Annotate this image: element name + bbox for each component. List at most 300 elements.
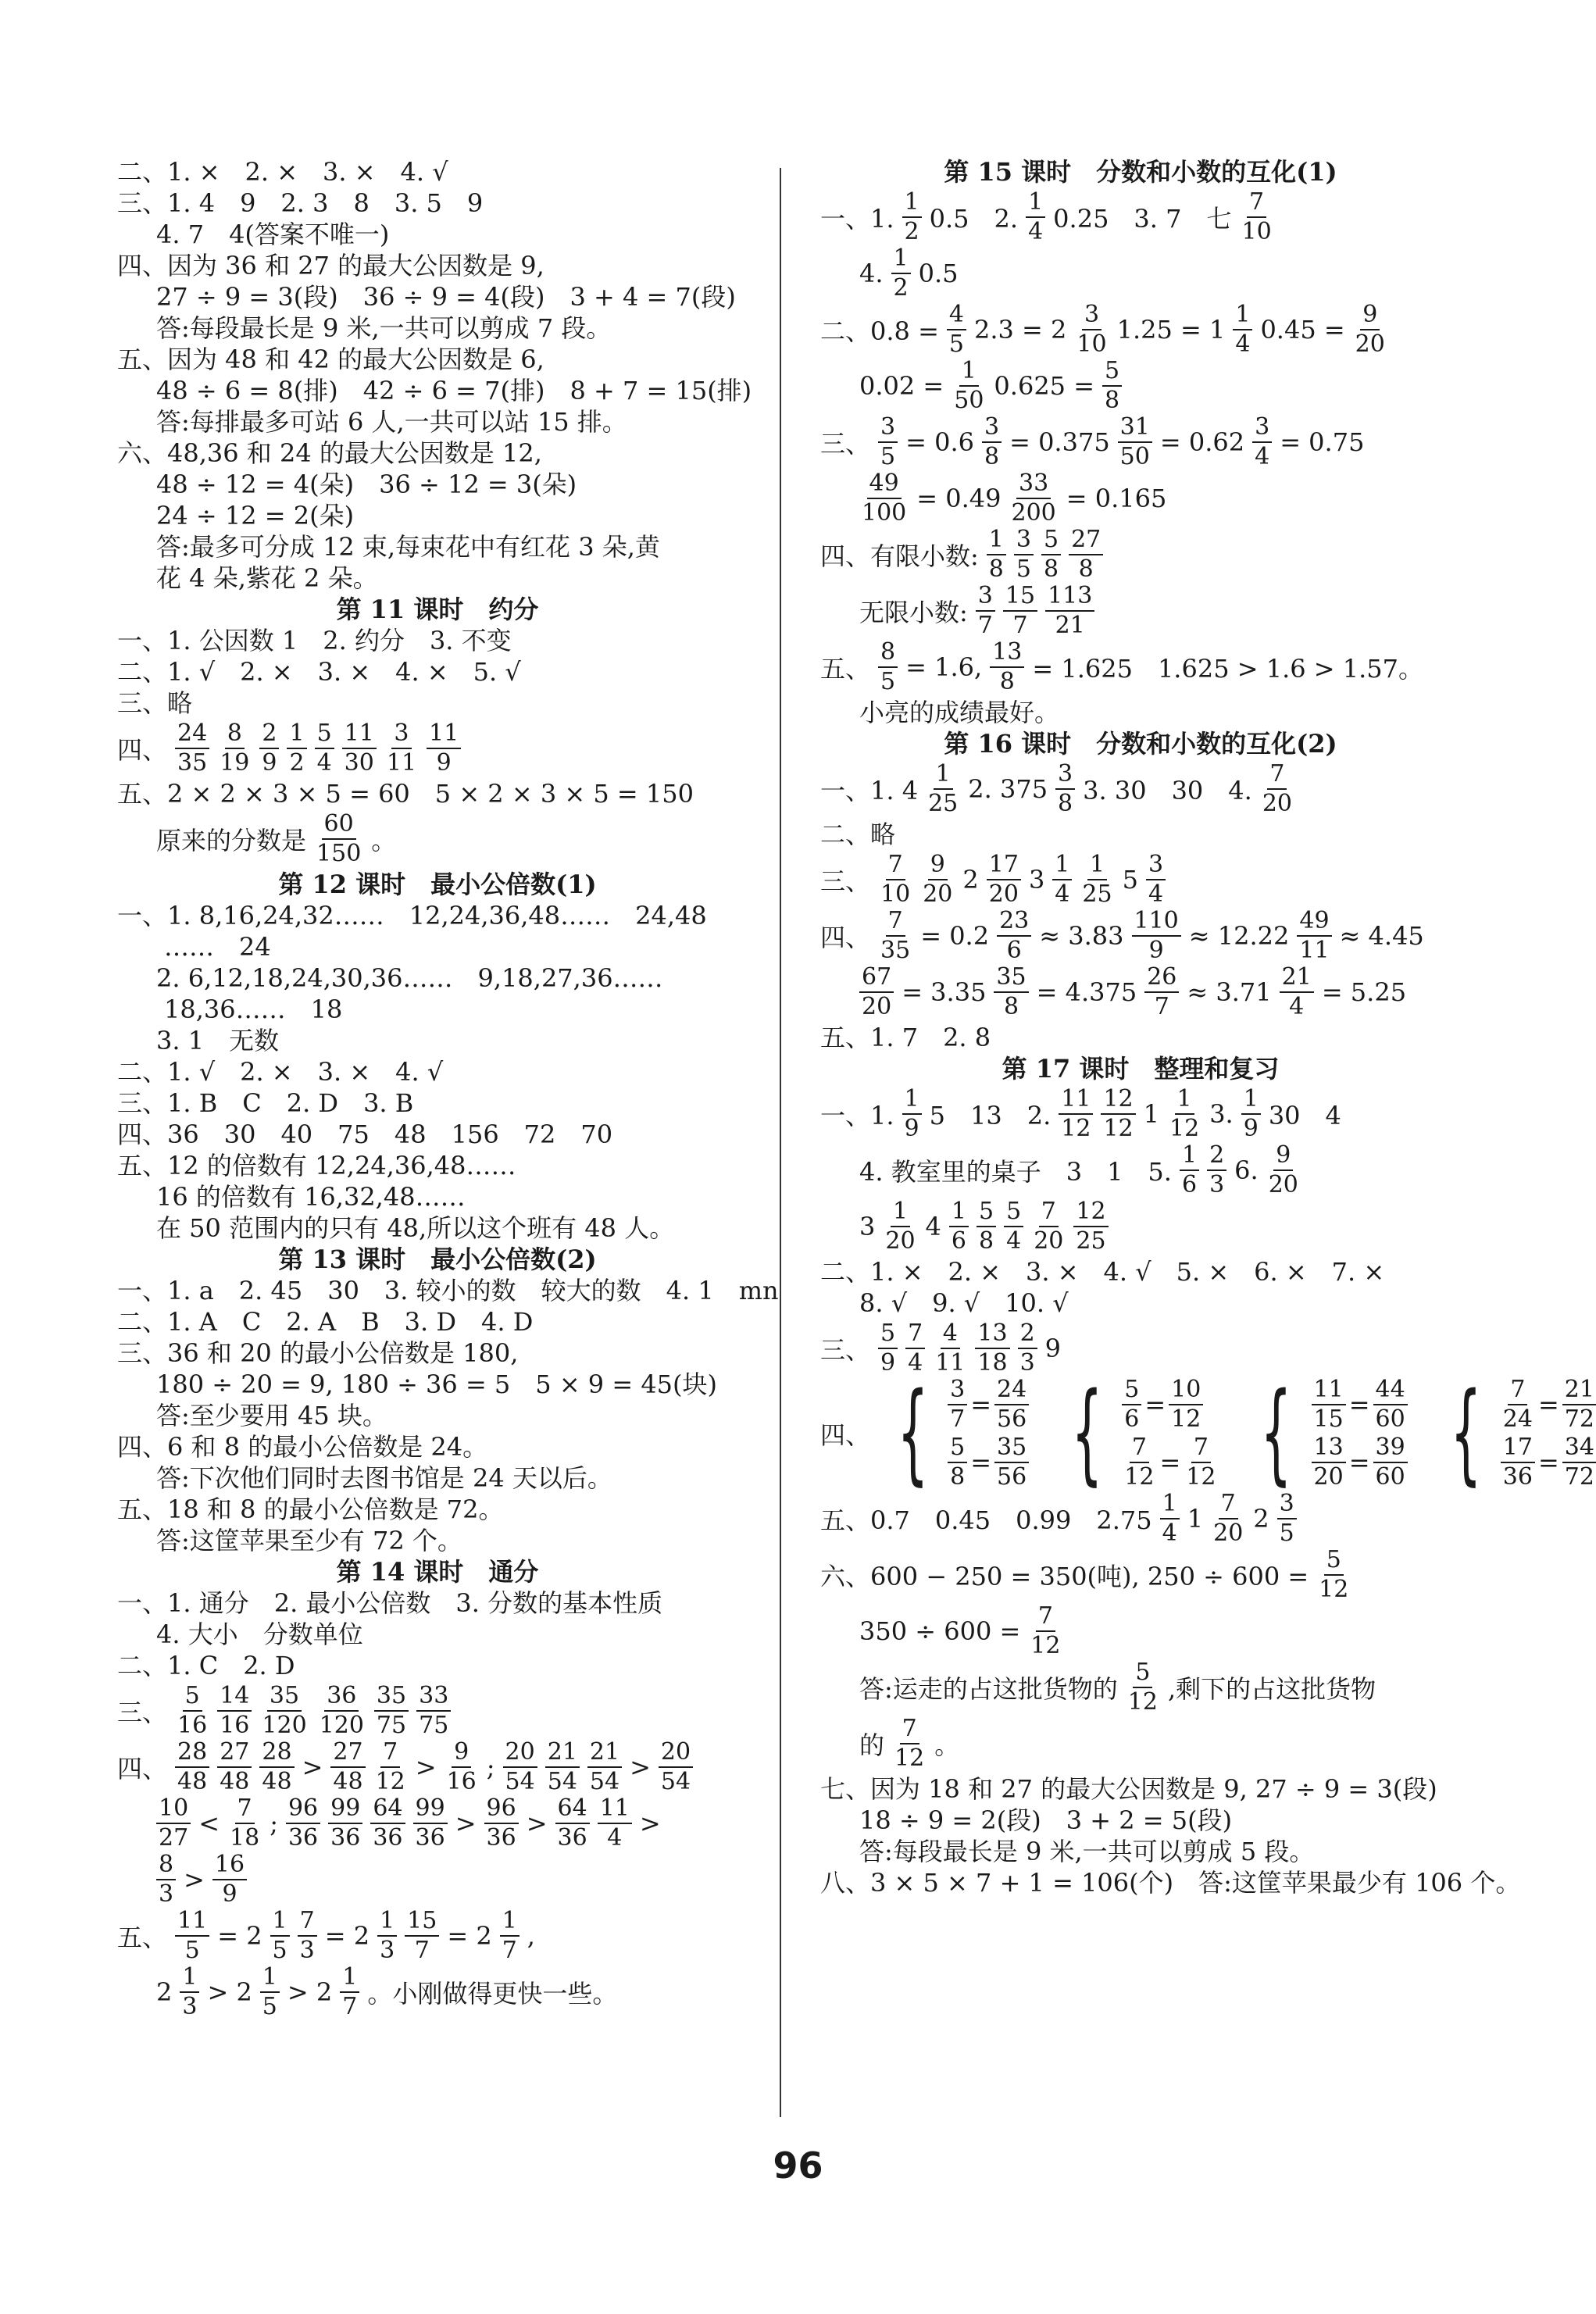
fraction: 1 7 xyxy=(340,1966,359,2019)
lesson-heading: 第 13 课时 最小公倍数(2) xyxy=(278,1244,597,1274)
answer-text: 无限小数: xyxy=(859,598,968,627)
comparison-sign: > 2 xyxy=(287,1977,333,2007)
fraction: 64 36 xyxy=(555,1797,590,1850)
fraction: $\frac{7}{12}$ xyxy=(1124,1434,1155,1491)
fraction: 36 120 xyxy=(319,1682,364,1739)
comparison-sign: > xyxy=(630,1752,651,1782)
fraction-row xyxy=(820,1141,1461,1198)
answer-line: 4. 大小 分数单位 xyxy=(156,1619,363,1649)
fraction: 1 5 xyxy=(270,1909,290,1962)
fraction: 3 7 xyxy=(976,584,995,637)
answer-text: = 0.6 xyxy=(905,427,974,457)
fraction: $\frac{21}{4}$ xyxy=(1280,966,1314,1019)
question-label: 四、 xyxy=(117,735,168,765)
fraction: 99 36 xyxy=(328,1797,362,1850)
fraction: 1 6 xyxy=(949,1200,969,1253)
fraction: 1 9 xyxy=(1241,1087,1261,1141)
answer-text: 0.5 xyxy=(918,259,959,288)
fraction: 3 11 xyxy=(386,720,417,777)
fraction-row xyxy=(820,853,1461,906)
fraction: $\frac{110}{9}$ xyxy=(1132,909,1181,962)
answer-text: 0.25 3. 7 七 xyxy=(1053,204,1232,234)
answer-line: 一、1. 8,16,24,32…… 12,24,36,48…… 24,48 xyxy=(117,901,707,930)
answer-text: 0.625 = xyxy=(994,371,1095,401)
answer-text: 二、0.8 = xyxy=(820,316,939,346)
fraction: 21 54 xyxy=(545,1741,580,1794)
fraction: 96 36 xyxy=(286,1797,320,1850)
whole-number: 2 xyxy=(962,865,979,895)
answer-text: = 0.62 xyxy=(1159,427,1245,457)
answer-line: 答:每排最多可站 6 人,一共可以站 15 排。 xyxy=(156,407,627,437)
fraction: 9 20 xyxy=(1268,1141,1298,1198)
answer-text: ≈ 3.71 xyxy=(1187,977,1272,1007)
answer-text: = 1.625 1.625 > 1.6 > 1.57。 xyxy=(1032,654,1424,684)
answer-line: 一、1. a 2. 45 30 3. 较小的数 较大的数 4. 1 mn xyxy=(117,1276,779,1305)
fraction: 28 48 xyxy=(175,1741,209,1794)
question-label: 三、 xyxy=(117,1698,168,1727)
fraction: $\frac{5}{8}$ xyxy=(1102,359,1122,412)
answer-line: 3. 1 无数 xyxy=(156,1026,280,1055)
fraction: $\frac{44}{60}$ xyxy=(1373,1378,1408,1431)
fraction: $\frac{15}{7}$ xyxy=(405,1909,439,1962)
fraction: 2 3 xyxy=(1018,1322,1037,1375)
fraction: 11 12 xyxy=(1059,1087,1093,1141)
fraction: 7 20 xyxy=(1213,1490,1244,1547)
whole-number: 1 xyxy=(1187,1504,1204,1534)
fraction: 8 3 xyxy=(156,1853,176,1906)
answer-line: 24 ÷ 12 = 2(朵) xyxy=(156,501,355,530)
answer-text: 6. xyxy=(1234,1155,1259,1185)
answer-text: 的 xyxy=(859,1730,885,1760)
answer-text: = 0.75 xyxy=(1280,427,1365,457)
left-brace-glyph: { xyxy=(1450,1369,1482,1497)
answer-text: 0.02 = xyxy=(859,371,944,401)
fraction: $\frac{7}{35}$ xyxy=(880,907,911,964)
lesson-heading: 第 14 课时 通分 xyxy=(336,1557,539,1587)
answer-text: 0.5 2. xyxy=(929,204,1019,234)
fraction: 5 4 xyxy=(1004,1200,1023,1253)
fraction: 1 4 xyxy=(1026,191,1045,244)
answer-text: 0.45 = xyxy=(1260,315,1345,345)
answer-line: 三、1. B C 2. D 3. B xyxy=(117,1088,414,1118)
fraction: 9 16 xyxy=(446,1738,477,1795)
equation-group: { $\frac{5}{6}$ = $\frac{10}{12}$ $\frac{7}{12}$ = $\frac{7}{12}$ xyxy=(1052,1378,1221,1489)
left-brace-glyph: { xyxy=(897,1369,929,1497)
answer-text: = 5.25 xyxy=(1321,977,1407,1007)
answer-line: 五、1. 7 2. 8 xyxy=(820,1023,991,1052)
fraction: 7 10 xyxy=(880,851,911,908)
fraction: $\frac{3}{7}$ xyxy=(948,1378,967,1431)
fraction: 7 20 xyxy=(1034,1198,1064,1255)
fraction: 21 54 xyxy=(587,1741,622,1794)
answer-line: …… 24 xyxy=(164,932,271,962)
fraction-row xyxy=(820,528,1461,581)
fraction: 3 5 xyxy=(1277,1492,1297,1545)
answer-line: 六、48,36 和 24 的最大公因数是 12, xyxy=(117,438,542,468)
fraction: 9 20 xyxy=(923,851,953,908)
fraction: 11 30 xyxy=(342,722,377,775)
answer-line: 答:最多可分成 12 束,每束花中有红花 3 朵,黄 xyxy=(156,532,660,562)
left-column xyxy=(117,156,779,2022)
comparison-sign: > xyxy=(184,1865,205,1894)
fraction: 24 35 xyxy=(175,722,209,775)
answer-text: 2. 375 xyxy=(968,774,1048,804)
answer-line: 二、1. C 2. D xyxy=(117,1651,295,1680)
fraction: 13 18 xyxy=(975,1322,1009,1375)
fraction-row xyxy=(820,1319,1461,1377)
question-label: 三、 xyxy=(820,866,871,896)
fraction: 3 8 xyxy=(1055,762,1075,816)
whole-number: 5 xyxy=(1122,865,1138,895)
fraction: $\frac{5}{6}$ xyxy=(1122,1378,1141,1431)
fraction-row xyxy=(117,1738,758,1795)
fraction: 96 36 xyxy=(484,1797,519,1850)
fraction: 14 16 xyxy=(217,1684,252,1737)
fraction-row xyxy=(820,1717,1461,1770)
answer-line: 七、因为 18 和 27 的最大公因数是 9, 27 ÷ 9 = 3(段) xyxy=(820,1774,1437,1804)
whole-number: 2 xyxy=(1253,1504,1269,1534)
fraction-row xyxy=(820,1087,1461,1141)
fraction-row xyxy=(117,812,758,866)
equation-group: { $\frac{3}{7}$ = $\frac{24}{56}$ $\frac{5}{8}$ = $\frac{35}{56}$ xyxy=(878,1378,1032,1489)
answer-text: 4. xyxy=(859,259,884,288)
whole-number: 2 xyxy=(156,1977,173,2007)
fraction: 3 4 xyxy=(1146,853,1166,906)
answer-text: 3. 30 30 4. xyxy=(1083,776,1252,805)
answer-text: 四、有限小数: xyxy=(820,541,979,571)
answer-line: 180 ÷ 20 = 9, 180 ÷ 36 = 5 5 × 9 = 45(块) xyxy=(156,1369,718,1399)
answer-text: ,剩下的占这批货物 xyxy=(1167,1674,1376,1704)
answer-text: 4. 教室里的桌子 3 1 5. xyxy=(859,1157,1172,1187)
fraction: $\frac{39}{60}$ xyxy=(1373,1436,1408,1489)
fraction: $\frac{33}{200}$ xyxy=(1011,470,1056,527)
fraction: $\frac{24}{56}$ xyxy=(994,1378,1029,1431)
separator: ; xyxy=(270,1809,278,1838)
answer-line: 三、36 和 20 的最小公倍数是 180, xyxy=(117,1338,519,1368)
fraction-row xyxy=(820,1661,1461,1714)
fraction-row xyxy=(820,188,1461,245)
fraction: 1 3 xyxy=(377,1909,397,1962)
fraction: $\frac{1}{50}$ xyxy=(954,357,984,414)
fraction: 11 9 xyxy=(427,722,461,775)
fraction: 7 10 xyxy=(1241,188,1272,245)
fraction: 1 5 xyxy=(260,1966,280,2019)
fraction: 7 12 xyxy=(894,1715,925,1772)
fraction: 1 8 xyxy=(987,528,1006,581)
equation-text: = 2 xyxy=(217,1921,262,1951)
answer-text: = 0.49 xyxy=(916,484,1002,513)
fraction-row xyxy=(117,1909,758,1962)
fraction: $\frac{23}{6}$ xyxy=(997,909,1031,962)
answer-text: 350 ÷ 600 = xyxy=(859,1616,1021,1646)
fraction: 5 4 xyxy=(315,722,334,775)
lesson-heading: 第 12 课时 最小公倍数(1) xyxy=(278,870,597,899)
fraction: 1 9 xyxy=(902,1087,922,1141)
answer-line: 在 50 范围内的只有 48,所以这个班有 48 人。 xyxy=(156,1213,675,1243)
answer-line: 二、1. √ 2. × 3. × 4. × 5. √ xyxy=(117,657,521,687)
answer-line: 四、因为 36 和 27 的最大公因数是 9, xyxy=(117,251,544,280)
answer-text: 一、1. xyxy=(820,204,894,234)
answer-text: = 3.35 xyxy=(902,977,987,1007)
fraction-row xyxy=(820,1369,1594,1497)
answer-line: 五、2 × 2 × 3 × 5 = 60 5 × 2 × 3 × 5 = 150 xyxy=(117,779,694,809)
answer-line: 答:下次他们同时去图书馆是 24 天以后。 xyxy=(156,1463,612,1493)
fraction: 20 54 xyxy=(659,1741,693,1794)
fraction-row xyxy=(820,303,1461,356)
fraction: 64 36 xyxy=(370,1797,405,1850)
fraction: $\frac{7}{3}$ xyxy=(298,1909,317,1962)
fraction: 60 150 xyxy=(316,810,362,867)
fraction: 11 4 xyxy=(598,1797,632,1850)
fraction: $\frac{35}{56}$ xyxy=(994,1436,1029,1489)
answer-text: ≈ 3.83 xyxy=(1039,921,1124,951)
answer-line: 答:每段最长是 9 米,一共可以剪成 5 段。 xyxy=(859,1837,1315,1866)
fraction: $\frac{5}{8}$ xyxy=(948,1436,967,1489)
comparison-sign: > xyxy=(455,1809,477,1838)
fraction: 12 25 xyxy=(1073,1200,1108,1253)
fraction: 7 4 xyxy=(905,1322,925,1375)
answer-line: 二、略 xyxy=(820,820,896,849)
fraction: 5 9 xyxy=(878,1322,898,1375)
answer-text: 1.25 = 1 xyxy=(1116,315,1226,345)
whole-number: 4 xyxy=(925,1212,941,1241)
answer-line: 答:这筐苹果至少有 72 个。 xyxy=(156,1526,462,1555)
answer-line: 四、36 30 40 75 48 156 72 70 xyxy=(117,1120,613,1149)
answer-text: 5 13 2. xyxy=(929,1101,1052,1130)
fraction-row xyxy=(820,1492,1461,1545)
answer-line: 18 ÷ 9 = 2(段) 3 + 2 = 5(段) xyxy=(859,1805,1233,1835)
answer-line: 二、1. A C 2. A B 3. D 4. D xyxy=(117,1307,534,1337)
answer-line: 五、因为 48 和 42 的最大公因数是 6, xyxy=(117,345,544,374)
comparison-sign: > xyxy=(526,1809,548,1838)
fraction-row xyxy=(820,359,1461,412)
comparison-sign: > xyxy=(639,1809,661,1838)
answer-line: 三、略 xyxy=(117,688,193,718)
fraction: $\frac{26}{7}$ xyxy=(1144,966,1179,1019)
fraction: $\frac{31}{50}$ xyxy=(1118,416,1152,469)
fraction: 28 48 xyxy=(259,1741,294,1794)
answer-text: ≈ 12.22 xyxy=(1188,921,1290,951)
lesson-heading: 第 15 课时 分数和小数的互化(1) xyxy=(944,157,1337,187)
fraction: 99 36 xyxy=(413,1797,448,1850)
answer-line: 五、12 的倍数有 12,24,36,48…… xyxy=(117,1151,516,1180)
answer-text: 一、1. xyxy=(820,1101,894,1130)
fraction: $\frac{5}{12}$ xyxy=(1319,1546,1349,1603)
fraction: 35 120 xyxy=(262,1682,307,1739)
answer-line: 18,36…… 18 xyxy=(164,995,343,1024)
fraction: $\frac{9}{20}$ xyxy=(1355,301,1385,358)
fraction: 1 25 xyxy=(928,760,959,817)
equation-group: { $\frac{11}{15}$ = $\frac{44}{60}$ $\frac{13}{20}$ = $\frac{39}{60}$ xyxy=(1241,1378,1410,1489)
fraction: 1 4 xyxy=(1052,853,1072,906)
question-label: 五、 xyxy=(820,654,871,684)
fraction-row xyxy=(820,584,1461,637)
fraction: 1 4 xyxy=(1160,1492,1180,1545)
fraction: 1 2 xyxy=(902,191,922,244)
lesson-heading: 第 11 课时 约分 xyxy=(336,595,539,624)
answer-line: 四、6 和 8 的最小公倍数是 24。 xyxy=(117,1432,488,1462)
answer-line: 2. 6,12,18,24,30,36…… 9,18,27,36…… xyxy=(156,963,663,993)
fraction: 20 54 xyxy=(503,1741,537,1794)
answer-line: 小亮的成绩最好。 xyxy=(859,698,1060,727)
fraction-row xyxy=(820,909,1461,962)
answer-line: 二、1. √ 2. × 3. × 4. √ xyxy=(117,1057,444,1087)
answer-text: 9 xyxy=(1044,1334,1062,1363)
comparison-sign: > xyxy=(415,1752,437,1782)
equation-group: { $\frac{7}{24}$ = $\frac{21}{72}$ $\frac{17}{36}$ = $\frac{34}{72}$ xyxy=(1431,1378,1596,1489)
fraction: 3 10 xyxy=(1076,301,1107,358)
answer-text: 六、600 − 250 = 350(吨), 250 ÷ 600 = xyxy=(820,1562,1309,1591)
fraction: $\frac{49}{11}$ xyxy=(1297,909,1331,962)
fraction-row xyxy=(820,1602,1461,1659)
question-label: 三、 xyxy=(820,1335,871,1365)
fraction: 33 75 xyxy=(416,1684,451,1737)
lesson-heading: 第 17 课时 整理和复习 xyxy=(1002,1054,1280,1084)
fraction: 5 16 xyxy=(177,1682,208,1739)
fraction-row xyxy=(820,1200,1461,1253)
answer-text: = 0.375 xyxy=(1009,427,1110,457)
answer-line: 二、1. × 2. × 3. × 4. √ 5. × 6. × 7. × xyxy=(820,1257,1385,1287)
fraction: 113 21 xyxy=(1045,584,1094,637)
fraction: $\frac{8}{5}$ xyxy=(878,641,898,694)
comparison-sign: > 2 xyxy=(207,1977,252,2007)
answer-line: 4. 7 4(答案不唯一) xyxy=(156,220,390,249)
answer-line: 三、1. 4 9 2. 3 8 3. 5 9 xyxy=(117,188,484,218)
fraction: $\frac{11}{5}$ xyxy=(175,1909,209,1962)
fraction-row xyxy=(820,247,1461,300)
answer-text: 2.3 = 2 xyxy=(973,315,1067,345)
answer-line: 8. √ 9. √ 10. √ xyxy=(859,1288,1069,1318)
equation-text: = 2 xyxy=(447,1921,492,1951)
answer-text: 。小刚做得更快一些。 xyxy=(367,1979,618,2009)
comparison-sign: > xyxy=(302,1752,323,1782)
whole-number: 1 xyxy=(1143,1099,1159,1129)
fraction: 3 5 xyxy=(1014,528,1034,581)
fraction: 1 12 xyxy=(1169,1085,1200,1142)
fraction: 2 3 xyxy=(1207,1144,1226,1197)
answer-text: = 4.375 xyxy=(1036,977,1137,1007)
fraction-row xyxy=(820,472,1461,525)
fraction: $\frac{11}{15}$ xyxy=(1312,1378,1346,1431)
fraction-row xyxy=(820,638,1461,695)
fraction: 1 25 xyxy=(1082,851,1112,908)
fraction: 15 7 xyxy=(1003,584,1037,637)
answer-line: 花 4 朵,紫花 2 朵。 xyxy=(156,563,378,593)
answer-text: 五、0.7 0.45 0.99 2.75 xyxy=(820,1505,1152,1535)
fraction: 27 48 xyxy=(330,1741,365,1794)
answer-text: = 0.2 xyxy=(920,921,990,951)
fraction: 16 9 xyxy=(212,1853,247,1906)
answer-text: 3. xyxy=(1209,1099,1234,1129)
question-label: 三、 xyxy=(820,429,871,459)
fraction: 12 12 xyxy=(1101,1087,1135,1141)
column-divider xyxy=(780,168,781,2117)
answer-text: 原来的分数是 xyxy=(156,826,307,855)
answer-text: 答:运走的占这批货物的 xyxy=(859,1674,1118,1704)
fraction: 10 27 xyxy=(156,1797,191,1850)
answer-line: 16 的倍数有 16,32,48…… xyxy=(156,1182,466,1212)
fraction: $\frac{3}{4}$ xyxy=(1252,416,1272,469)
answer-text: 。 xyxy=(934,1730,960,1760)
fraction: 1 4 xyxy=(1233,303,1252,356)
fraction: 4 11 xyxy=(935,1319,966,1377)
whole-number: 3 xyxy=(859,1212,876,1241)
fraction: 1 20 xyxy=(885,1198,916,1255)
question-label: 四、 xyxy=(820,1420,871,1450)
answer-line: 八、3 × 5 × 7 + 1 = 106(个) 答:这筐苹果最少有 106 个。 xyxy=(820,1868,1521,1898)
fraction: $\frac{13}{8}$ xyxy=(990,641,1024,694)
fraction: 1 6 xyxy=(1180,1144,1199,1197)
fraction-row xyxy=(820,762,1461,816)
fraction: $\frac{4}{5}$ xyxy=(947,303,966,356)
fraction: 5 12 xyxy=(1127,1659,1158,1716)
lesson-heading: 第 16 课时 分数和小数的互化(2) xyxy=(944,729,1337,759)
answer-text: 一、1. 4 xyxy=(820,776,919,805)
fraction: $\frac{49}{100}$ xyxy=(862,470,907,527)
fraction: 27 48 xyxy=(217,1741,252,1794)
fraction: 17 20 xyxy=(987,853,1021,906)
fraction: $\frac{10}{12}$ xyxy=(1169,1378,1203,1431)
separator: ; xyxy=(486,1752,495,1782)
answer-line: 48 ÷ 6 = 8(排) 42 ÷ 6 = 7(排) 8 + 7 = 15(排) xyxy=(156,376,752,405)
fraction: 1 7 xyxy=(500,1909,520,1962)
answer-text: = 0.165 xyxy=(1066,484,1167,513)
answer-line: 一、1. 通分 2. 最小公倍数 3. 分数的基本性质 xyxy=(117,1588,663,1618)
fraction: $\frac{7}{12}$ xyxy=(1186,1434,1216,1491)
question-label: 四、 xyxy=(820,923,871,952)
fraction: $\frac{7}{24}$ xyxy=(1502,1376,1533,1433)
question-label: 四、 xyxy=(117,1754,168,1784)
fraction: 35 75 xyxy=(374,1684,409,1737)
fraction: $\frac{21}{72}$ xyxy=(1562,1378,1596,1431)
comparison-sign: < xyxy=(198,1809,220,1838)
answer-text: = 1.6, xyxy=(905,652,983,682)
fraction: $\frac{35}{8}$ xyxy=(994,966,1028,1019)
page-number: 96 xyxy=(773,2144,823,2187)
answer-text: ≈ 4.45 xyxy=(1339,921,1424,951)
answer-text: 。 xyxy=(371,826,397,855)
answer-line: 五、18 和 8 的最小公倍数是 72。 xyxy=(117,1494,504,1524)
fraction: $\frac{13}{20}$ xyxy=(1312,1436,1346,1489)
fraction: 8 19 xyxy=(220,720,250,777)
fraction-row xyxy=(820,413,1461,470)
fraction: 7 18 xyxy=(230,1794,260,1852)
left-brace-glyph: { xyxy=(1071,1369,1103,1497)
answer-text: 30 4 xyxy=(1268,1101,1341,1130)
fraction: $\frac{3}{8}$ xyxy=(982,416,1002,469)
whole-number: 3 xyxy=(1028,865,1045,895)
fraction: 7 12 xyxy=(375,1738,405,1795)
fraction: 7 20 xyxy=(1262,760,1293,817)
fraction: 1 2 xyxy=(287,722,306,775)
fraction: 5 8 xyxy=(977,1200,996,1253)
fraction: $\frac{67}{20}$ xyxy=(859,966,894,1019)
answer-line: 二、1. × 2. × 3. × 4. √ xyxy=(117,157,448,187)
answer-line: 一、1. 公因数 1 2. 约分 3. 不变 xyxy=(117,626,512,655)
equation-text: = 2 xyxy=(324,1921,370,1951)
fraction: $\frac{3}{5}$ xyxy=(878,416,898,469)
fraction: 5 8 xyxy=(1041,528,1061,581)
fraction: $\frac{34}{72}$ xyxy=(1562,1436,1596,1489)
left-brace-glyph: { xyxy=(1260,1369,1293,1497)
answer-line: 答:至少要用 45 块。 xyxy=(156,1401,387,1430)
fraction-row xyxy=(820,1548,1461,1602)
separator: , xyxy=(527,1921,535,1951)
question-label: 五、 xyxy=(117,1923,168,1952)
answer-line: 答:每段最长是 9 米,一共可以剪成 7 段。 xyxy=(156,313,612,343)
answer-line: 48 ÷ 12 = 4(朵) 36 ÷ 12 = 3(朵) xyxy=(156,470,577,499)
fraction-row xyxy=(117,1963,758,2020)
